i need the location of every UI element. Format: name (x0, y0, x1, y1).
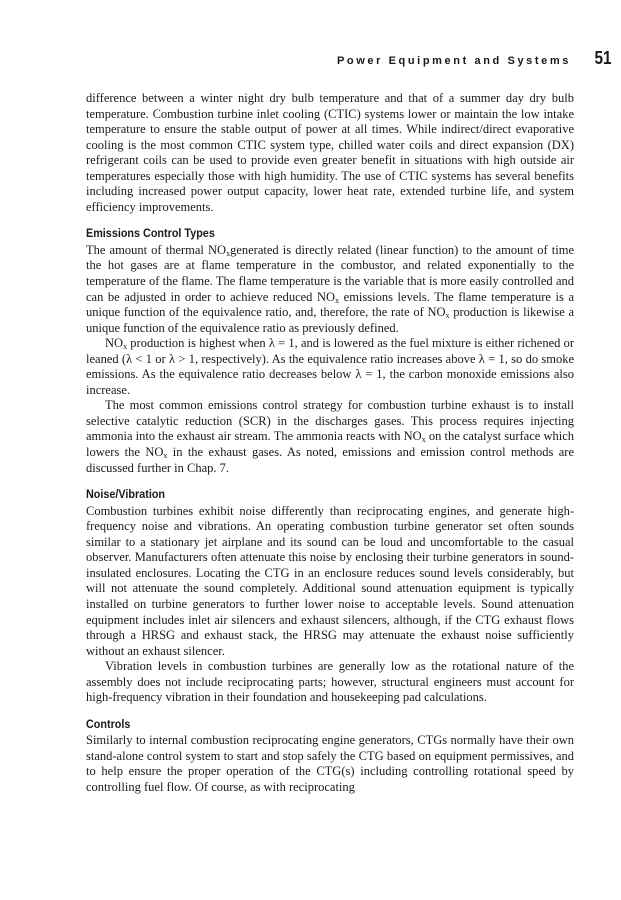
intro-paragraph: difference between a winter night dry bulb temperature and that of a summer day dry bulb temperature. Combustion turbine inlet cooling (CTIC) systems lower or maintain the low intake temperature to ensure the stable output of power at all times. While indirect/direct evaporative cooling is the most common CTIC system type, chilled water coils and direct expansion (DX) refrigerant coils can be used to provide even greater benefit in situations with high outside air temperatures especially those with high humidity. The use of CTIC systems has several benefits including increased power output capacity, lower heat rate, extended turbine life, and system efficiency improvements. (86, 91, 574, 214)
body-text (86, 91, 574, 796)
controls-paragraph: Similarly to internal combustion reciprocating engine generators, CTGs normally have their own stand-alone control system to start and stop safely the CTG based on equipment permissives, and to help ensure the proper operation of the CTG(s) including controlling rotational speed by controlling fuel flow. Of course, as with reciprocating (86, 733, 574, 794)
emissions-paragraph-2: $NO_x$ production is highest when λ = 1, and is lowered as the fuel mixture is either richened or leaned (λ < 1 or λ > 1, respectively). As the equivalence ratio increases above λ = 1, so do smoke emissions. As the equivalence ratio decreases below λ = 1, the carbon monoxide emissions also increase. (86, 336, 574, 397)
running-head-title: Power Equipment and Systems (336, 55, 571, 67)
heading-emissions-control-types: Emissions Control Types (86, 226, 215, 241)
vibration-paragraph: Vibration levels in combustion turbines are generally low as the rotational nature of the assembly does not include reciprocating parts; however, structural engineers must account for high-frequency vibration in their foundation and housekeeping pad calculations. (86, 659, 574, 705)
noise-paragraph: Combustion turbines exhibit noise differently than reciprocating engines, and generate high-frequency noise and vibrations. An operating combustion turbine generator set often sounds similar to a stationary jet airplane and its sound can be loud and uncomfortable to the casual observer. Manufacturers often attenuate this noise by enclosing their turbine generators in sound-insulated enclosures. Locating the CTG in an enclosure reduces sound levels considerably, but will not attenuate the sound completely. Additional sound attenuation equipment is typically installed on turbine generators to further lower noise to acceptable levels. Sound attenuation equipment includes inlet air silencers and exhaust silencers, although, if the CTG exhaust flows through a HRSG and exhaust stack, the HRSG may attenuate the exhaust noise sufficiently without an exhaust silencer. (86, 503, 574, 658)
running-head (86, 48, 613, 69)
heading-noise-vibration: Noise/Vibration (86, 487, 166, 502)
page-number: 51 (594, 48, 612, 68)
emissions-paragraph-3: The most common emissions control strategy for combustion turbine exhaust is to install selective catalytic reduction (SCR) in the discharges gases. This process requires injecting ammonia into the exhaust air stream. The ammonia reacts with $NO_x$ on the catalyst surface which lowers the $NO_x$ in the exhaust gases. As noted, emissions and emission control methods are discussed further in Chap. 7. (86, 398, 574, 475)
emissions-paragraph-1: The amount of thermal $NO_xgenerated$ is directly related (linear function) to the amount of time the hot gases are at flame temperature in the combustor, and related exponentially to the temperature of the flame. The flame temperature is the variable that is more easily controlled and can be adjusted in order to achieve reduced $NO_x$ emissions levels. The flame temperature is a unique function of the equivalence ratio, and, therefore, the rate of $NO_x$ production is likewise a unique function of the equivalence ratio as previously defined. (86, 242, 575, 335)
heading-controls: Controls (86, 716, 131, 731)
